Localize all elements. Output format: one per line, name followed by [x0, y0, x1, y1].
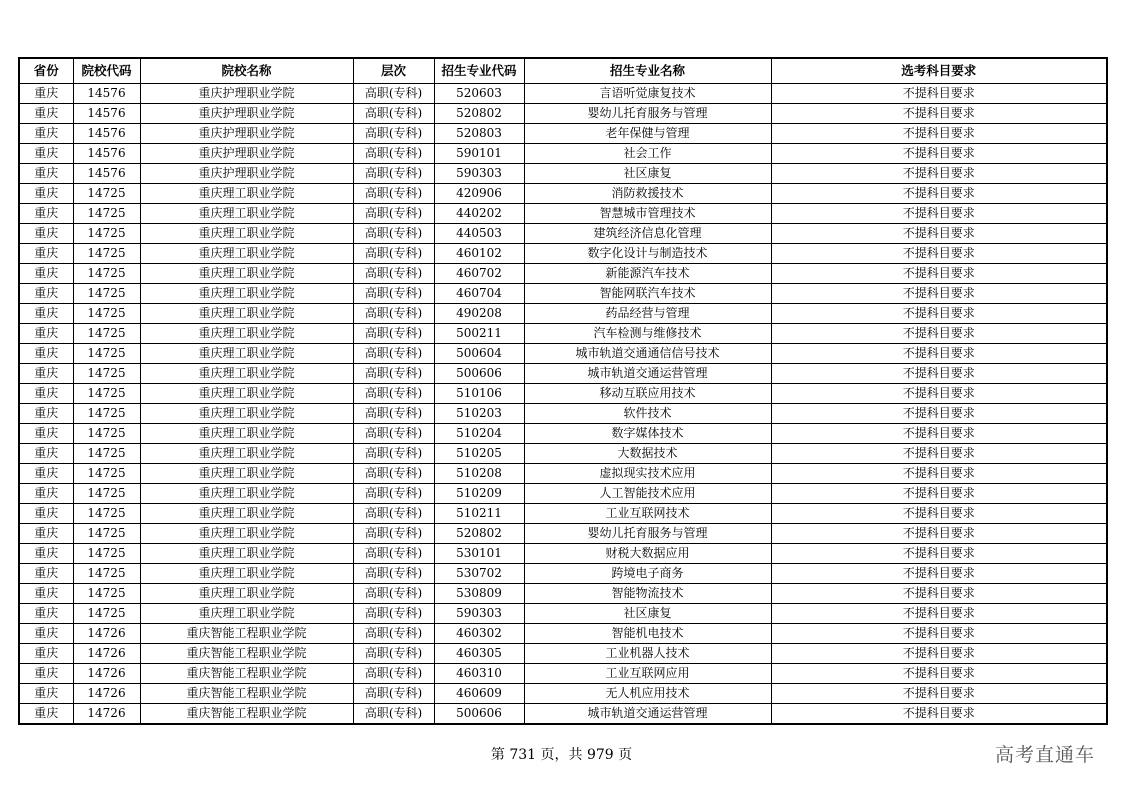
- school-name-cell: 重庆理工职业学院: [140, 424, 353, 444]
- subject-requirement-cell: 不提科目要求: [771, 144, 1107, 164]
- table-row: [19, 164, 1107, 184]
- province-cell: 重庆: [19, 584, 73, 604]
- school-code-cell: 14725: [73, 324, 140, 344]
- level-cell: 高职(专科): [353, 104, 434, 124]
- school-name-cell: 重庆理工职业学院: [140, 564, 353, 584]
- major-code-cell: 500211: [434, 324, 524, 344]
- school-name-cell: 重庆理工职业学院: [140, 364, 353, 384]
- subject-requirement-cell: 不提科目要求: [771, 444, 1107, 464]
- subject-requirement-cell: 不提科目要求: [771, 164, 1107, 184]
- major-name-cell: 城市轨道交通通信信号技术: [524, 344, 771, 364]
- province-cell: 重庆: [19, 604, 73, 624]
- major-name-cell: 跨境电子商务: [524, 564, 771, 584]
- level-cell: 高职(专科): [353, 184, 434, 204]
- subject-requirement-cell: 不提科目要求: [771, 624, 1107, 644]
- school-name-cell: 重庆护理职业学院: [140, 144, 353, 164]
- table-row: [19, 364, 1107, 384]
- subject-requirement-cell: 不提科目要求: [771, 484, 1107, 504]
- table-row: [19, 104, 1107, 124]
- province-cell: 重庆: [19, 284, 73, 304]
- school-name-cell: 重庆护理职业学院: [140, 104, 353, 124]
- school-name-cell: 重庆理工职业学院: [140, 504, 353, 524]
- table-row: [19, 604, 1107, 624]
- subject-requirement-cell: 不提科目要求: [771, 324, 1107, 344]
- table-row: [19, 144, 1107, 164]
- school-name-cell: 重庆理工职业学院: [140, 304, 353, 324]
- major-code-cell: 420906: [434, 184, 524, 204]
- level-cell: 高职(专科): [353, 624, 434, 644]
- table-row: [19, 344, 1107, 364]
- table-row: [19, 584, 1107, 604]
- major-code-cell: 500606: [434, 364, 524, 384]
- major-name-cell: 人工智能技术应用: [524, 484, 771, 504]
- level-cell: 高职(专科): [353, 404, 434, 424]
- school-code-cell: 14725: [73, 364, 140, 384]
- province-cell: 重庆: [19, 264, 73, 284]
- major-name-cell: 无人机应用技术: [524, 684, 771, 704]
- major-code-cell: 510208: [434, 464, 524, 484]
- province-cell: 重庆: [19, 244, 73, 264]
- table-row: [19, 124, 1107, 144]
- school-code-cell: 14725: [73, 584, 140, 604]
- major-name-cell: 工业互联网技术: [524, 504, 771, 524]
- admission-table-container: [18, 57, 1106, 725]
- header-major-code: 招生专业代码: [434, 58, 524, 84]
- school-code-cell: 14725: [73, 464, 140, 484]
- province-cell: 重庆: [19, 184, 73, 204]
- level-cell: 高职(专科): [353, 324, 434, 344]
- level-cell: 高职(专科): [353, 564, 434, 584]
- subject-requirement-cell: 不提科目要求: [771, 304, 1107, 324]
- major-name-cell: 婴幼儿托育服务与管理: [524, 524, 771, 544]
- major-name-cell: 汽车检测与维修技术: [524, 324, 771, 344]
- level-cell: 高职(专科): [353, 504, 434, 524]
- school-name-cell: 重庆理工职业学院: [140, 184, 353, 204]
- subject-requirement-cell: 不提科目要求: [771, 384, 1107, 404]
- major-code-cell: 530809: [434, 584, 524, 604]
- level-cell: 高职(专科): [353, 164, 434, 184]
- province-cell: 重庆: [19, 444, 73, 464]
- table-row: [19, 564, 1107, 584]
- school-code-cell: 14725: [73, 404, 140, 424]
- subject-requirement-cell: 不提科目要求: [771, 504, 1107, 524]
- major-name-cell: 建筑经济信息化管理: [524, 224, 771, 244]
- school-code-cell: 14725: [73, 384, 140, 404]
- province-cell: 重庆: [19, 624, 73, 644]
- major-name-cell: 药品经营与管理: [524, 304, 771, 324]
- major-name-cell: 工业机器人技术: [524, 644, 771, 664]
- major-code-cell: 530101: [434, 544, 524, 564]
- table-row: [19, 224, 1107, 244]
- school-code-cell: 14725: [73, 304, 140, 324]
- school-code-cell: 14726: [73, 664, 140, 684]
- subject-requirement-cell: 不提科目要求: [771, 364, 1107, 384]
- level-cell: 高职(专科): [353, 204, 434, 224]
- level-cell: 高职(专科): [353, 704, 434, 725]
- major-name-cell: 言语听觉康复技术: [524, 84, 771, 104]
- table-row: [19, 424, 1107, 444]
- level-cell: 高职(专科): [353, 444, 434, 464]
- major-code-cell: 490208: [434, 304, 524, 324]
- province-cell: 重庆: [19, 644, 73, 664]
- school-code-cell: 14725: [73, 184, 140, 204]
- major-name-cell: 智慧城市管理技术: [524, 204, 771, 224]
- school-name-cell: 重庆理工职业学院: [140, 544, 353, 564]
- major-name-cell: 智能物流技术: [524, 584, 771, 604]
- table-row: [19, 524, 1107, 544]
- subject-requirement-cell: 不提科目要求: [771, 84, 1107, 104]
- major-code-cell: 510203: [434, 404, 524, 424]
- major-code-cell: 520802: [434, 524, 524, 544]
- major-name-cell: 社区康复: [524, 164, 771, 184]
- school-name-cell: 重庆护理职业学院: [140, 84, 353, 104]
- major-name-cell: 新能源汽车技术: [524, 264, 771, 284]
- major-name-cell: 虚拟现实技术应用: [524, 464, 771, 484]
- subject-requirement-cell: 不提科目要求: [771, 344, 1107, 364]
- school-name-cell: 重庆理工职业学院: [140, 264, 353, 284]
- major-code-cell: 460702: [434, 264, 524, 284]
- major-code-cell: 460102: [434, 244, 524, 264]
- school-code-cell: 14726: [73, 704, 140, 725]
- province-cell: 重庆: [19, 664, 73, 684]
- province-cell: 重庆: [19, 364, 73, 384]
- table-row: [19, 204, 1107, 224]
- table-row: [19, 304, 1107, 324]
- province-cell: 重庆: [19, 704, 73, 725]
- level-cell: 高职(专科): [353, 544, 434, 564]
- table-row: [19, 664, 1107, 684]
- subject-requirement-cell: 不提科目要求: [771, 564, 1107, 584]
- table-row: [19, 544, 1107, 564]
- major-name-cell: 城市轨道交通运营管理: [524, 364, 771, 384]
- school-code-cell: 14725: [73, 424, 140, 444]
- province-cell: 重庆: [19, 544, 73, 564]
- table-row: [19, 244, 1107, 264]
- province-cell: 重庆: [19, 164, 73, 184]
- major-code-cell: 510106: [434, 384, 524, 404]
- province-cell: 重庆: [19, 504, 73, 524]
- major-name-cell: 移动互联应用技术: [524, 384, 771, 404]
- page-number: 第 731 页，共 979 页: [490, 747, 633, 763]
- school-code-cell: 14576: [73, 104, 140, 124]
- subject-requirement-cell: 不提科目要求: [771, 584, 1107, 604]
- school-code-cell: 14576: [73, 124, 140, 144]
- subject-requirement-cell: 不提科目要求: [771, 264, 1107, 284]
- school-name-cell: 重庆智能工程职业学院: [140, 704, 353, 725]
- header-school-name: 院校名称: [140, 58, 353, 84]
- school-name-cell: 重庆理工职业学院: [140, 444, 353, 464]
- school-name-cell: 重庆理工职业学院: [140, 224, 353, 244]
- table-row: [19, 404, 1107, 424]
- school-code-cell: 14726: [73, 624, 140, 644]
- province-cell: 重庆: [19, 464, 73, 484]
- level-cell: 高职(专科): [353, 484, 434, 504]
- level-cell: 高职(专科): [353, 124, 434, 144]
- table-row: [19, 384, 1107, 404]
- major-code-cell: 520603: [434, 84, 524, 104]
- province-cell: 重庆: [19, 384, 73, 404]
- level-cell: 高职(专科): [353, 584, 434, 604]
- province-cell: 重庆: [19, 304, 73, 324]
- subject-requirement-cell: 不提科目要求: [771, 204, 1107, 224]
- level-cell: 高职(专科): [353, 684, 434, 704]
- major-name-cell: 大数据技术: [524, 444, 771, 464]
- major-code-cell: 520802: [434, 104, 524, 124]
- school-name-cell: 重庆智能工程职业学院: [140, 664, 353, 684]
- subject-requirement-cell: 不提科目要求: [771, 184, 1107, 204]
- header-subject-requirement: 选考科目要求: [771, 58, 1107, 84]
- major-name-cell: 智能网联汽车技术: [524, 284, 771, 304]
- province-cell: 重庆: [19, 564, 73, 584]
- province-cell: 重庆: [19, 124, 73, 144]
- level-cell: 高职(专科): [353, 364, 434, 384]
- level-cell: 高职(专科): [353, 304, 434, 324]
- major-code-cell: 460704: [434, 284, 524, 304]
- table-row: [19, 444, 1107, 464]
- level-cell: 高职(专科): [353, 224, 434, 244]
- school-code-cell: 14725: [73, 544, 140, 564]
- school-name-cell: 重庆理工职业学院: [140, 204, 353, 224]
- subject-requirement-cell: 不提科目要求: [771, 544, 1107, 564]
- header-major-name: 招生专业名称: [524, 58, 771, 84]
- major-name-cell: 社区康复: [524, 604, 771, 624]
- school-code-cell: 14725: [73, 344, 140, 364]
- major-name-cell: 数字媒体技术: [524, 424, 771, 444]
- school-name-cell: 重庆理工职业学院: [140, 244, 353, 264]
- school-code-cell: 14725: [73, 204, 140, 224]
- level-cell: 高职(专科): [353, 284, 434, 304]
- school-name-cell: 重庆理工职业学院: [140, 384, 353, 404]
- subject-requirement-cell: 不提科目要求: [771, 224, 1107, 244]
- major-code-cell: 500604: [434, 344, 524, 364]
- school-name-cell: 重庆理工职业学院: [140, 404, 353, 424]
- subject-requirement-cell: 不提科目要求: [771, 464, 1107, 484]
- table-row: [19, 704, 1107, 725]
- school-name-cell: 重庆护理职业学院: [140, 124, 353, 144]
- subject-requirement-cell: 不提科目要求: [771, 664, 1107, 684]
- subject-requirement-cell: 不提科目要求: [771, 644, 1107, 664]
- table-header-row: [19, 58, 1107, 84]
- province-cell: 重庆: [19, 224, 73, 244]
- subject-requirement-cell: 不提科目要求: [771, 104, 1107, 124]
- major-code-cell: 460310: [434, 664, 524, 684]
- school-name-cell: 重庆理工职业学院: [140, 584, 353, 604]
- school-name-cell: 重庆理工职业学院: [140, 324, 353, 344]
- major-name-cell: 老年保健与管理: [524, 124, 771, 144]
- school-name-cell: 重庆理工职业学院: [140, 344, 353, 364]
- subject-requirement-cell: 不提科目要求: [771, 284, 1107, 304]
- school-code-cell: 14726: [73, 644, 140, 664]
- watermark: 高考直通车: [994, 744, 1095, 766]
- school-code-cell: 14576: [73, 84, 140, 104]
- level-cell: 高职(专科): [353, 84, 434, 104]
- major-code-cell: 460302: [434, 624, 524, 644]
- school-name-cell: 重庆理工职业学院: [140, 484, 353, 504]
- school-code-cell: 14725: [73, 484, 140, 504]
- table-body: [19, 84, 1107, 725]
- school-code-cell: 14576: [73, 164, 140, 184]
- school-name-cell: 重庆理工职业学院: [140, 464, 353, 484]
- major-code-cell: 440503: [434, 224, 524, 244]
- major-code-cell: 510205: [434, 444, 524, 464]
- level-cell: 高职(专科): [353, 424, 434, 444]
- subject-requirement-cell: 不提科目要求: [771, 124, 1107, 144]
- major-code-cell: 590303: [434, 604, 524, 624]
- level-cell: 高职(专科): [353, 664, 434, 684]
- level-cell: 高职(专科): [353, 524, 434, 544]
- level-cell: 高职(专科): [353, 144, 434, 164]
- major-name-cell: 城市轨道交通运营管理: [524, 704, 771, 725]
- table-row: [19, 504, 1107, 524]
- school-code-cell: 14576: [73, 144, 140, 164]
- major-code-cell: 460609: [434, 684, 524, 704]
- major-name-cell: 社会工作: [524, 144, 771, 164]
- header-school-code: 院校代码: [73, 58, 140, 84]
- table-row: [19, 84, 1107, 104]
- province-cell: 重庆: [19, 524, 73, 544]
- school-code-cell: 14725: [73, 524, 140, 544]
- table-row: [19, 324, 1107, 344]
- school-name-cell: 重庆理工职业学院: [140, 604, 353, 624]
- province-cell: 重庆: [19, 684, 73, 704]
- school-code-cell: 14726: [73, 684, 140, 704]
- subject-requirement-cell: 不提科目要求: [771, 704, 1107, 725]
- school-code-cell: 14725: [73, 244, 140, 264]
- major-name-cell: 工业互联网应用: [524, 664, 771, 684]
- major-name-cell: 婴幼儿托育服务与管理: [524, 104, 771, 124]
- header-province: 省份: [19, 58, 73, 84]
- school-name-cell: 重庆理工职业学院: [140, 284, 353, 304]
- major-name-cell: 财税大数据应用: [524, 544, 771, 564]
- level-cell: 高职(专科): [353, 244, 434, 264]
- level-cell: 高职(专科): [353, 384, 434, 404]
- province-cell: 重庆: [19, 204, 73, 224]
- level-cell: 高职(专科): [353, 644, 434, 664]
- subject-requirement-cell: 不提科目要求: [771, 244, 1107, 264]
- level-cell: 高职(专科): [353, 604, 434, 624]
- province-cell: 重庆: [19, 424, 73, 444]
- province-cell: 重庆: [19, 104, 73, 124]
- subject-requirement-cell: 不提科目要求: [771, 604, 1107, 624]
- table-row: [19, 464, 1107, 484]
- school-code-cell: 14725: [73, 504, 140, 524]
- header-level: 层次: [353, 58, 434, 84]
- subject-requirement-cell: 不提科目要求: [771, 684, 1107, 704]
- level-cell: 高职(专科): [353, 344, 434, 364]
- major-code-cell: 590101: [434, 144, 524, 164]
- major-name-cell: 消防救援技术: [524, 184, 771, 204]
- province-cell: 重庆: [19, 324, 73, 344]
- major-code-cell: 440202: [434, 204, 524, 224]
- school-code-cell: 14725: [73, 604, 140, 624]
- province-cell: 重庆: [19, 404, 73, 424]
- subject-requirement-cell: 不提科目要求: [771, 424, 1107, 444]
- major-code-cell: 590303: [434, 164, 524, 184]
- major-code-cell: 530702: [434, 564, 524, 584]
- table-row: [19, 484, 1107, 504]
- school-code-cell: 14725: [73, 284, 140, 304]
- province-cell: 重庆: [19, 84, 73, 104]
- major-name-cell: 智能机电技术: [524, 624, 771, 644]
- major-code-cell: 520803: [434, 124, 524, 144]
- level-cell: 高职(专科): [353, 264, 434, 284]
- level-cell: 高职(专科): [353, 464, 434, 484]
- table-row: [19, 684, 1107, 704]
- table-row: [19, 644, 1107, 664]
- province-cell: 重庆: [19, 344, 73, 364]
- school-code-cell: 14725: [73, 224, 140, 244]
- table-row: [19, 184, 1107, 204]
- major-code-cell: 510211: [434, 504, 524, 524]
- major-code-cell: 500606: [434, 704, 524, 725]
- province-cell: 重庆: [19, 484, 73, 504]
- school-name-cell: 重庆智能工程职业学院: [140, 644, 353, 664]
- table-row: [19, 624, 1107, 644]
- province-cell: 重庆: [19, 144, 73, 164]
- major-code-cell: 510204: [434, 424, 524, 444]
- school-name-cell: 重庆理工职业学院: [140, 524, 353, 544]
- school-code-cell: 14725: [73, 564, 140, 584]
- school-name-cell: 重庆智能工程职业学院: [140, 684, 353, 704]
- school-name-cell: 重庆智能工程职业学院: [140, 624, 353, 644]
- school-code-cell: 14725: [73, 444, 140, 464]
- admission-table: [18, 57, 1108, 725]
- major-code-cell: 510209: [434, 484, 524, 504]
- table-row: [19, 264, 1107, 284]
- table-row: [19, 284, 1107, 304]
- school-name-cell: 重庆护理职业学院: [140, 164, 353, 184]
- major-code-cell: 460305: [434, 644, 524, 664]
- school-code-cell: 14725: [73, 264, 140, 284]
- major-name-cell: 数字化设计与制造技术: [524, 244, 771, 264]
- major-name-cell: 软件技术: [524, 404, 771, 424]
- subject-requirement-cell: 不提科目要求: [771, 404, 1107, 424]
- subject-requirement-cell: 不提科目要求: [771, 524, 1107, 544]
